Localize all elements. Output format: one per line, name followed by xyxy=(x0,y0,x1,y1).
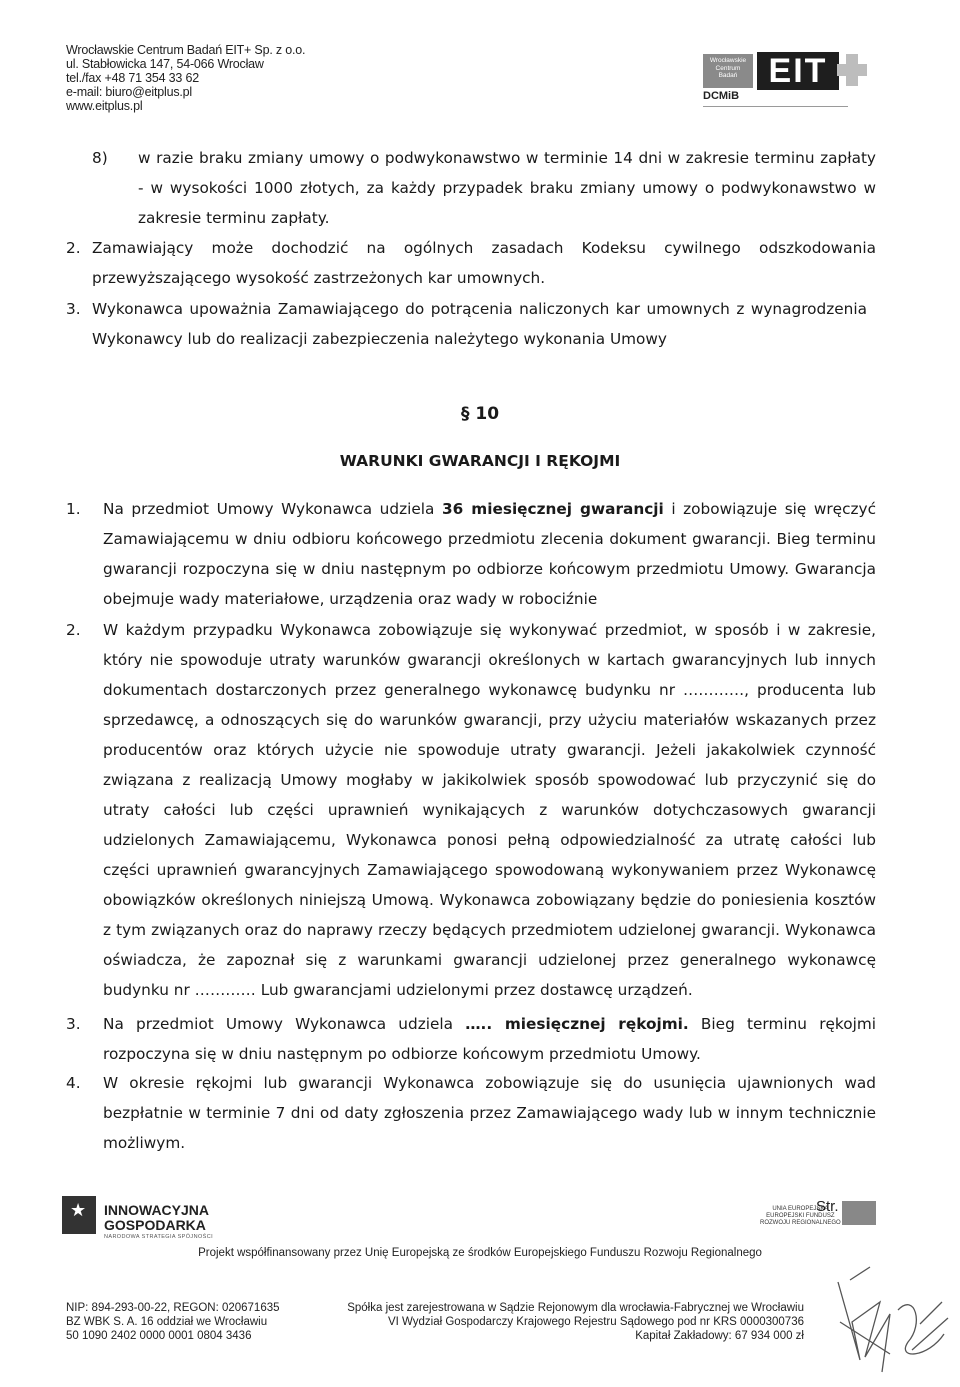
ig-logo-text xyxy=(104,1203,209,1233)
company-street: ul. Stabłowicka 147, 54-066 Wrocław xyxy=(66,57,264,71)
eu-line: UNIA EUROPEJSKA xyxy=(772,1206,829,1212)
project-cofinancing-line: Projekt współfinansowany przez Unię Europejską ze środków Europejskiego Funduszu Rozwoju Regionalnego xyxy=(198,1247,762,1259)
handwritten-signature xyxy=(820,1262,960,1387)
footer-capital: Kapitał Zakładowy: 67 934 000 zł xyxy=(635,1330,804,1342)
logo-box-line: Badań xyxy=(718,72,738,79)
star-icon: ★ xyxy=(70,1200,87,1221)
company-name: Wrocławskie Centrum Badań EIT+ Sp. z o.o. xyxy=(66,43,306,57)
warranty-1-bold: 36 miesięcznej gwarancji xyxy=(441,500,664,518)
item-8-text: w razie braku zmiany umowy o podwykonawstwo w terminie 14 dni w zakresie terminu zapłaty - w wysokości 1000 złotych, za każdy przypadek braku zmiany umowy o podwykonawstwo w zakresie terminu zapłaty. xyxy=(138,149,876,227)
footer-bank-details xyxy=(66,1301,280,1343)
warranty-3-text xyxy=(103,1009,876,1069)
company-phone: tel./fax +48 71 354 33 62 xyxy=(66,71,199,85)
logo-mark: EIT xyxy=(757,52,839,90)
logo-box-line: Wrocławskie xyxy=(709,57,747,64)
ig-logo-subtitle: NARODOWA STRATEGIA SPÓJNOŚCI xyxy=(104,1234,213,1240)
company-website: www.eitplus.pl xyxy=(66,99,143,113)
ig-line: INNOWACYJNA xyxy=(104,1202,210,1218)
footer-account: 50 1090 2402 0000 0001 0804 3436 xyxy=(66,1330,252,1342)
warranty-4-number: 4. xyxy=(66,1074,81,1092)
eu-line: EUROPEJSKI FUNDUSZ xyxy=(766,1213,835,1219)
warranty-1-number: 1. xyxy=(66,500,81,518)
footer-registration-line: VI Wydział Gospodarczy Krajowego Rejestru Sądowego pod nr KRS 0000300736 xyxy=(387,1316,804,1328)
warranty-3-bold: ….. miesięcznej rękojmi. xyxy=(465,1015,689,1033)
para-2-text: Zamawiający może dochodzić na ogólnych zasadach Kodeksu cywilnego odszkodowania przewyższającego wysokość zastrzeżonych kar umownych. xyxy=(92,239,876,287)
warranty-3-pre: Na przedmiot Umowy Wykonawca udziela xyxy=(103,1015,466,1033)
eu-line: ROZWOJU REGIONALNEGO xyxy=(760,1220,841,1226)
warranty-1-pre: Na przedmiot Umowy Wykonawca udziela xyxy=(103,500,442,518)
warranty-1-text xyxy=(103,494,876,614)
logo-subtitle: DCMiB xyxy=(703,90,740,102)
section-number: § 10 xyxy=(460,404,500,424)
warranty-4-text: W okresie rękojmi lub gwarancji Wykonawca zobowiązuje się do usunięcia ujawnionych wad bezpłatnie w terminie 7 dni od daty zgłoszenia przez Zamawiającego wady lub w innym technicznie możliwym. xyxy=(103,1074,876,1152)
footer-registration-line: Spółka jest zarejestrowana w Sądzie Rejonowym dla wrocławia-Fabrycznej we Wrocławiu xyxy=(347,1302,804,1314)
footer-bank: BZ WBK S. A. 16 oddział we Wrocławiu xyxy=(66,1316,268,1328)
ig-line: GOSPODARKA xyxy=(104,1217,206,1233)
section-title: WARUNKI GWARANCJI I RĘKOJMI xyxy=(339,452,621,470)
warranty-1-post: i zobowiązuje się wręczyć Zamawiającemu w dniu odbioru końcowego przedmiotu zlecenia dokument gwarancji. Bieg terminu gwarancji rozpoczyna się w dniu następnym po odbiorze końcowym przedmiotu Umowy. Gwarancja obejmuje wady materiałowe, urządzenia oraz wady w robociźnie xyxy=(103,500,876,608)
warranty-2-text: W każdym przypadku Wykonawca zobowiązuje się wykonywać przedmiot, w sposób i w zakresie, który nie spowoduje utraty warunków gwarancji określonych w kartach gwarancyjnych lub innych dokumentach dostarczonych przez generalnego wykonawcę budynku nr …………, producenta lub sprzedawcę, a odnoszących się do warunków gwarancji, przy użyciu materiałów wskazanych przez producentów oraz których użycie nie spowoduje utraty gwarancji. Jeżeli jakakolwiek czynność związana z realizacją Umowy mogłaby w jakikolwiek sposób spowodować lub przyczynić się do utraty całości lub części uprawnień wynikających z warunków dotychczasowych gwarancji udzielonych Zamawiającemu, Wykonawca ponosi pełną odpowiedzialność za utratę całości lub części uprawnień gwarancyjnych Zamawiającego spowodowaną wykonywaniem przez Wykonawcę obowiązków określonych niniejszą Umową. Wykonawca zobowiązany będzie do poniesienia kosztów z tym związanych oraz do naprawy rzeczy będących przedmiotem udzielonej gwarancji. Wykonawca oświadcza, że zapoznał się z warunkami gwarancji udzielonej przez generalnego wykonawcę budynku nr ………… Lub gwarancjami udzielonymi przez dostawcę urządzeń. xyxy=(103,621,876,999)
logo-box-line: Centrum xyxy=(715,64,741,72)
para-3-text: Wykonawca upoważnia Zamawiającego do potrącenia naliczonych kar umownych z wynagrodzenia Wykonawcy lub do realizacji zabezpieczenia należytego wykonania Umowy xyxy=(92,300,867,348)
page-label: Str. xyxy=(816,1198,839,1215)
company-email: e-mail: biuro@eitplus.pl xyxy=(66,85,192,99)
item-8-number: 8) xyxy=(92,149,108,167)
innowacyjna-gospodarka-logo xyxy=(62,1196,96,1234)
logo-plus-icon xyxy=(846,54,858,86)
para-3-number: 3. xyxy=(66,300,81,318)
para-2-number: 2. xyxy=(66,239,81,257)
logo-underline xyxy=(703,106,848,107)
warranty-3-number: 3. xyxy=(66,1015,81,1033)
logo-box xyxy=(703,54,753,88)
footer-nip-regon: NIP: 894-293-00-22, REGON: 020671635 xyxy=(66,1302,280,1314)
footer-registration xyxy=(342,1301,804,1343)
company-address xyxy=(66,43,305,113)
eit-logo xyxy=(703,46,873,112)
eu-flag-icon xyxy=(842,1201,876,1225)
warranty-3-post: Bieg terminu rękojmi rozpoczyna się w dniu następnym po odbiorze końcowym przedmiotu Umowy. xyxy=(103,1015,876,1063)
warranty-2-number: 2. xyxy=(66,621,81,639)
